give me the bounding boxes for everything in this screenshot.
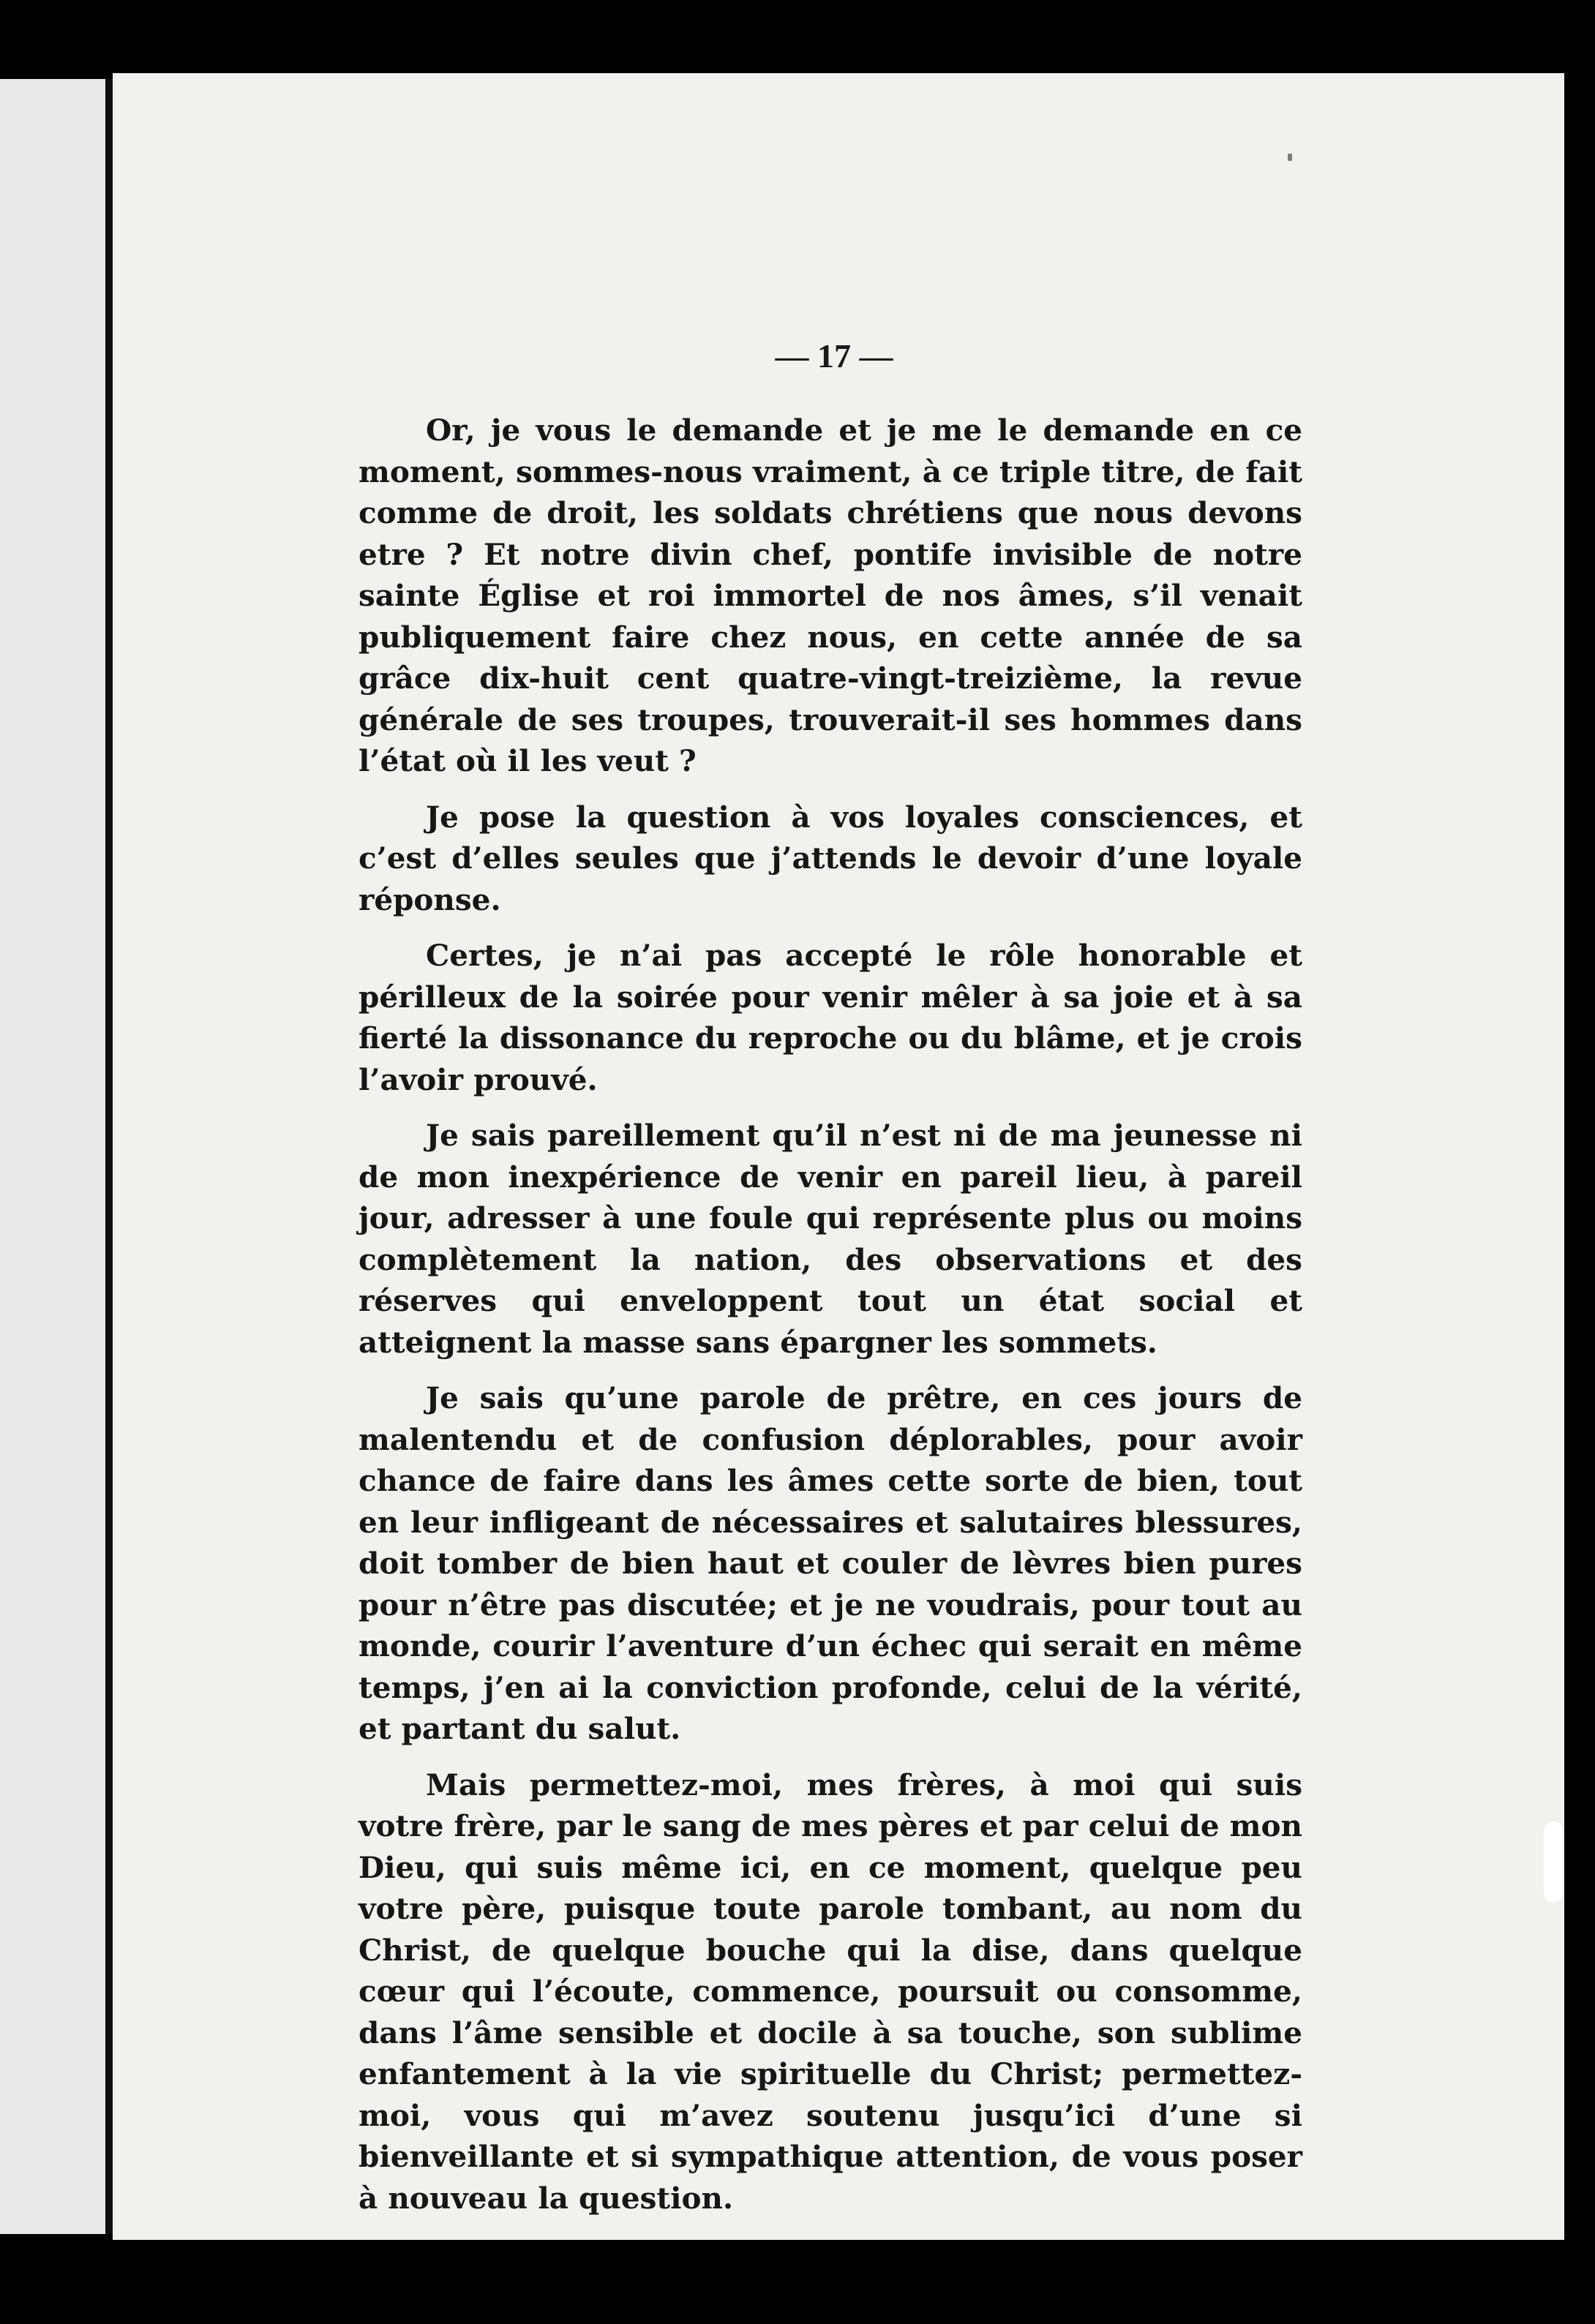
paragraph: Mais permettez-moi, mes frères, à moi qui suis votre frère, par le sang de mes pères et par celui de mon Dieu, qui suis même ici, en ce moment, quelque peu votre père, puisque toute parole tombant, au nom du Christ, de quelque bouche qui la dise, dans quelque cœur qui l’écoute, commence, poursuit ou consomme, dans l’âme sensible et docile à sa touche, son sublime enfantement à la vie spirituelle du Christ; permettez-moi, vous qui m’avez soutenu jusqu’ici d’une si bienveillante et si sympathique attention, de vous poser à nouveau la question. bbox=[359, 1767, 1302, 2216]
facing-page-edge bbox=[0, 79, 108, 2234]
gutter-rule bbox=[105, 79, 113, 2234]
body-text bbox=[359, 410, 1302, 2233]
paragraph: Je pose la question à vos loyales consciences, et c’est d’elles seules que j’attends le devoir d’une loyale réponse. bbox=[359, 799, 1302, 917]
page-number: — 17 — bbox=[775, 337, 893, 375]
paragraph: Je sais qu’une parole de prêtre, en ces jours de malentendu et de confusion déplorables, pour avoir chance de faire dans les âmes cette sorte de bien, tout en leur infligeant de nécessaires et salutaires blessures, doit tomber de bien haut et couler de lèvres bien pures pour n’être pas discutée; et je ne voudrais, pour tout au monde, courir l’aventure d’un échec qui serait en même temps, j’en ai la conviction profonde, celui de la vérité, et partant du salut. bbox=[359, 1380, 1302, 1746]
page-smudge bbox=[1544, 1821, 1563, 1902]
paragraph: Je sais pareillement qu’il n’est ni de ma jeunesse ni de mon inexpérience de venir en pareil lieu, à pareil jour, adresser à une foule qui représente plus ou moins complètement la nation, des observations et des réserves qui enveloppent tout un état social et atteignent la masse sans épargner les sommets. bbox=[359, 1118, 1302, 1360]
speck-mark bbox=[1288, 154, 1292, 161]
paragraph: Certes, je n’ai pas accepté le rôle honorable et périlleux de la soirée pour venir mêler à sa joie et à sa fierté la dissonance du reproche ou du blâme, et je crois l’avoir prouvé. bbox=[359, 938, 1302, 1097]
paragraph: Or, je vous le demande et je me le demande en ce moment, sommes-nous vraiment, à ce triple titre, de fait comme de droit, les soldats chrétiens que nous devons etre ? Et notre divin chef, pontife invisible de notre sainte Église et roi immortel de nos âmes, s’il venait publiquement faire chez nous, en cette année de sa grâce dix-huit cent quatre-vingt-treizième, la revue générale de ses troupes, trouverait-il ses hommes dans l’état où il les veut ? bbox=[359, 413, 1302, 778]
